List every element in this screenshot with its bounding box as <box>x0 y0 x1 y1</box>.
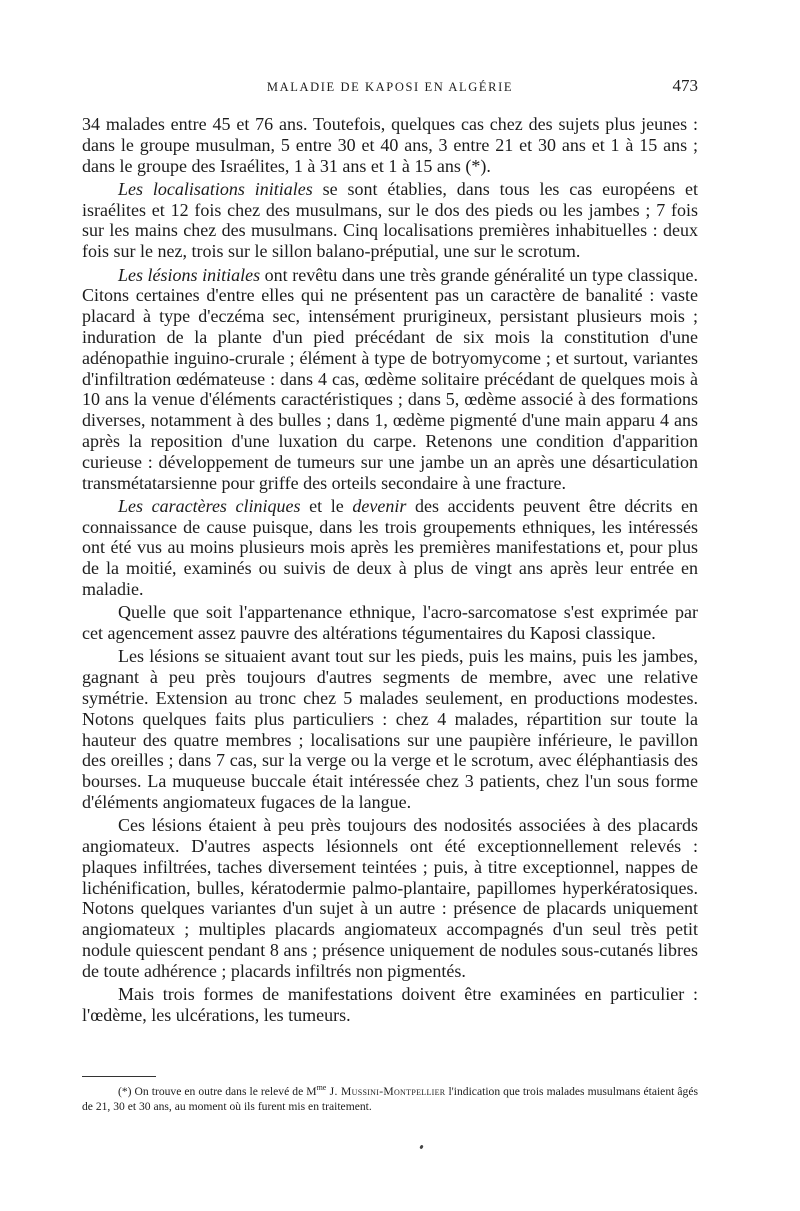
paragraph-lesion-types: Ces lésions étaient à peu près toujours des nodosités associées à des placards angiomateux. D'autres aspects lésionnels ont été exceptionnellement relevés : plaques infiltrées, taches diversement teintées ; puis, à titre exceptionnel, nappes de lichénification, bulles, kératodermie palmo-plantaire, papillomes hyperkératosiques. Notons quelques variantes d'un sujet à un autre : présence de placards uniquement angiomateux ; multiples placards angiomateux accompagnés d'un seul très petit nodule quiescent pendant 8 ans ; présence uniquement de nodules sous-cutanés libres de toute adhérence ; placards infiltrés non pigmentés. <box>82 815 698 981</box>
paragraph-clinical-characters: Les caractères cliniques et le devenir des accidents peuvent être décrits en connaissance de cause puisque, dans les trois groupements ethniques, les intéressés ont été vus au moins plusieurs mois après les premières manifestations et, pour plus de la moitié, examinés ou suivis de deux à plus de vingt ans après leur entrée en maladie. <box>82 495 699 600</box>
paragraph-initial-lesions: Les lésions initiales ont revêtu dans une très grande généralité un type classique. Citons certaines d'entre elles qui ne présentent pas un caractère de banalité : vaste placard à type d'eczéma sec, intensément prurigineux, persistant plusieurs mois ; induration de la plante d'un pied précédant de six mois la constitution d'une adénopathie inguino-crurale ; élément à type de botryomycome ; et surtout, variantes d'infiltration œdémateuse : dans 4 cas, œdème solitaire précédant de quelques mois à 10 ans la venue d'éléments caractéristiques ; dans 5, œdème associé à des formations diverses, notamment à des bulles ; dans 1, œdème pigmenté d'une main apparu 4 ans après la reposition d'une luxation du carpe. Retenons une condition d'apparition curieuse : développement de tumeurs sur une jambe un an après une désarticulation transmétatarsienne pour griffe des orteils secondaire à une fracture. <box>82 264 699 493</box>
italic-lead: Les localisations initiales <box>118 178 313 199</box>
paragraph-ethnic-expression: Quelle que soit l'appartenance ethnique, l'acro-sarcomatose s'est exprimée par cet agencement assez pauvre des altérations tégumentaires du Kaposi classique. <box>82 602 698 644</box>
paragraph-age-distribution: 34 malades entre 45 et 76 ans. Toutefois, quelques cas chez des sujets plus jeunes : dans le groupe musulman, 5 entre 30 et 40 ans, 3 entre 21 et 30 ans et 1 à 15 ans ; dans le groupe des Israélites, 1 à 31 ans et 1 à 15 ans (*). <box>82 114 698 176</box>
italic-term: devenir <box>352 495 407 516</box>
paragraph-initial-localisations: Les localisations initiales se sont établies, dans tous les cas européens et israélites et 12 fois chez des musulmans, sur le dos des pieds ou les jambes ; 7 fois sur les mains chez des musulmans. Cinq localisations premières inhabituelles : deux fois sur le nez, trois sur le sillon balano-préputial, une sur le scrotum. <box>82 178 698 262</box>
running-title: MALADIE DE KAPOSI EN ALGÉRIE <box>266 80 514 94</box>
footnote: (*) On trouve en outre dans le relevé de $M^{me}$ J. Mussini-Montpellier l'indication que trois malades musulmans étaient âgés de 21, 30 et 30 ans, au moment où ils furent mis en traitement. <box>82 1083 698 1114</box>
italic-lead: Les caractères cliniques <box>118 495 301 516</box>
body-text <box>82 114 698 1028</box>
running-head <box>82 76 698 98</box>
footnote-superscript: me <box>316 1083 327 1093</box>
paragraph-lesion-sites: Les lésions se situaient avant tout sur les pieds, puis les mains, puis les jambes, gagnant à peu près toujours d'autres segments de membre, avec une relative symétrie. Extension au tronc chez 5 malades seulement, en productions modestes. Notons quelques faits plus particuliers : chez 4 malades, répartition sur toute la hauteur des quatre membres ; localisations sur une paupière inférieure, le pavillon des oreilles ; dans 7 cas, sur la verge ou la verge et le scrotum, avec éléphantiasis des bourses. La muqueuse buccale était intéressée chez 3 patients, chez l'un sous forme d'éléments angiomateux fugaces de la langue. <box>82 646 698 812</box>
footnote-divider <box>82 1076 156 1077</box>
page-number: 473 <box>672 76 698 95</box>
paragraph-three-forms: Mais trois formes de manifestations doivent être examinées en particulier : l'œdème, les ulcérations, les tumeurs. <box>82 984 698 1025</box>
italic-lead: Les lésions initiales <box>118 264 261 285</box>
ink-speck <box>419 1145 424 1150</box>
footnote-author-name: J. Mussini-Montpellier <box>326 1085 446 1098</box>
